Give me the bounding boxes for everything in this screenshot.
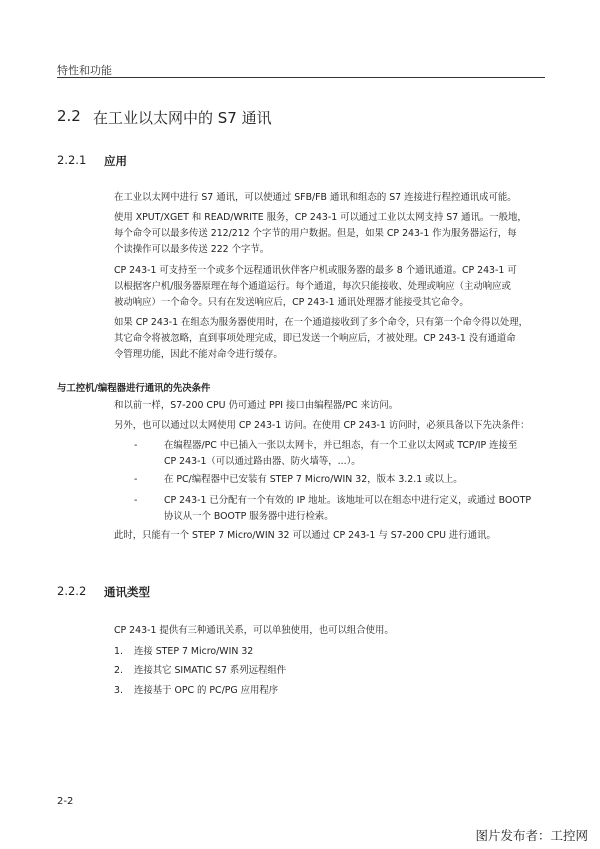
subsection-number: 2.2.1 xyxy=(57,153,87,167)
paragraph-line: 此时，只能有一个 STEP 7 Micro/WIN 32 可以通过 CP 243-1 与 S7-200 CPU 进行通讯。 xyxy=(114,530,496,541)
list-item-line: CP 243-1 已分配有一个有效的 IP 地址。该地址可以在组态中进行定义，或通过 BOOTP xyxy=(164,495,532,506)
paragraph-line: 以根据客户机/服务器原理在每个通道运行。每个通道，每次只能接收、处理或响应（主动响应或 xyxy=(114,281,511,292)
bullet-dash: - xyxy=(134,440,138,451)
page-number: 2-2 xyxy=(57,796,74,807)
paragraph xyxy=(114,418,546,434)
list-item-line: 协议从一个 BOOTP 服务器中进行检索。 xyxy=(164,511,334,522)
item-text: 连接 STEP 7 Micro/WIN 32 xyxy=(134,646,254,657)
paragraph-line: 令管理功能，因此不能对命令进行缓存。 xyxy=(114,349,283,360)
bullet-dash: - xyxy=(134,474,138,485)
subsection-title: 通讯类型 xyxy=(104,585,150,599)
list-item xyxy=(114,472,546,488)
paragraph-line: 在工业以太网中进行 S7 通讯，可以使通过 SFB/FB 通讯和组态的 S7 连接进行程控通讯成可能。 xyxy=(114,192,517,203)
paragraph-line: CP 243-1 可支持至一个或多个远程通讯伙伴客户机或服务器的最多 8 个通讯通道。CP 243-1 可 xyxy=(114,265,517,276)
watermark: 图片发布者：工控网 xyxy=(475,828,588,843)
list-item-line: 在编程器/PC 中已插入一张以太网卡，并已组态，有一个工业以太网或 TCP/IP 连接至 xyxy=(164,440,518,451)
item-text: 连接基于 OPC 的 PC/PG 应用程序 xyxy=(134,685,279,696)
item-number: 3. xyxy=(114,685,123,696)
paragraph-line: 和以前一样，S7-200 CPU 仍可通过 PPI 接口由编程器/PC 来访问。 xyxy=(114,400,399,411)
paragraph-line: 另外，也可以通过以太网使用 CP 243-1 访问。在使用 CP 243-1 访问时，必须具备以下先决条件： xyxy=(114,420,530,431)
paragraph-line: 每个命令可以最多传送 212/212 个字节的用户数据。但是，如果 CP 243-1 作为服务器运行，每 xyxy=(114,228,517,239)
list-item-line: 在 PC/编程器中已安装有 STEP 7 Micro/WIN 32，版本 3.2.1 或以上。 xyxy=(164,474,463,485)
bullet-dash: - xyxy=(134,495,138,506)
header-rule xyxy=(57,77,545,78)
paragraph xyxy=(114,190,546,206)
paragraph-line: 被动响应）一个命令。只有在发送响应后，CP 243-1 通讯处理器才能接受其它命令。 xyxy=(114,297,469,308)
section-title: 在工业以太网中的 S7 通讯 xyxy=(93,109,272,127)
paragraph xyxy=(114,263,546,311)
paragraph-line: 其它命令将被忽略，直到事项处理完成，即已发送一个响应后，才被处理。CP 243-1 没有通道命 xyxy=(114,333,516,344)
paragraph xyxy=(114,315,546,363)
paragraph xyxy=(114,528,546,544)
paragraph xyxy=(114,398,546,414)
prerequisites-heading: 与工控机/编程器进行通讯的先决条件 xyxy=(57,383,211,394)
section-number: 2.2 xyxy=(57,107,81,125)
paragraph xyxy=(114,210,546,258)
subsection-title: 应用 xyxy=(104,154,127,168)
item-number: 2. xyxy=(114,665,123,676)
list-item xyxy=(114,493,546,525)
paragraph-line: CP 243-1 提供有三种通讯关系，可以单独使用，也可以组合使用。 xyxy=(114,625,394,636)
item-number: 1. xyxy=(114,646,123,657)
list-item-line: CP 243-1（可以通过路由器、防火墙等，...）。 xyxy=(164,456,361,467)
list-item xyxy=(114,438,546,470)
paragraph-line: 个读操作可以最多传送 222 个字节。 xyxy=(114,244,270,255)
paragraph-line: 使用 XPUT/XGET 和 READ/WRITE 服务，CP 243-1 可以通过工业以太网支持 S7 通讯。一般地， xyxy=(114,212,527,223)
paragraph-line: 如果 CP 243-1 在组态为服务器使用时，在一个通道接收到了多个命令，只有第一个命令得以处理， xyxy=(114,317,529,328)
item-text: 连接其它 SIMATIC S7 系列远程组件 xyxy=(134,665,287,676)
running-header: 特性和功能 xyxy=(57,64,112,77)
paragraph xyxy=(114,623,546,639)
subsection-number: 2.2.2 xyxy=(57,584,87,598)
